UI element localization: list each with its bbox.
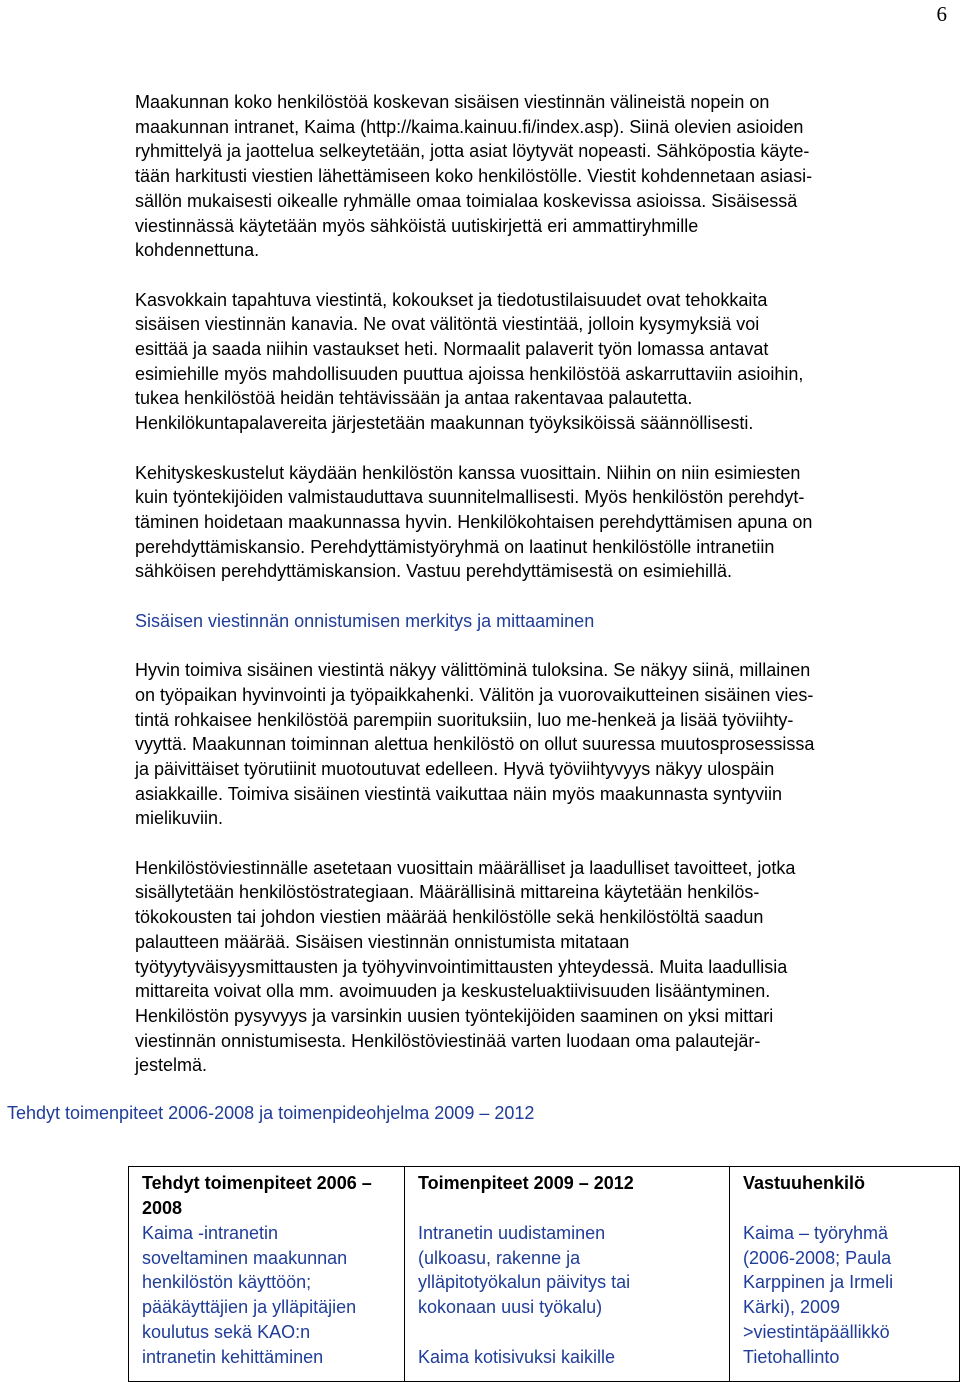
cell-line: Karppinen ja Irmeli xyxy=(743,1272,894,1293)
paragraph xyxy=(135,90,947,263)
paragraph-line: Maakunnan koko henkilöstöä koskevan sisäisen viestinnän välineistä nopein on xyxy=(135,92,770,112)
paragraph-line: täminen hoidetaan maakunnassa hyvin. Henkilökohtaisen perehdyttämisen apuna on xyxy=(135,511,813,532)
paragraph-line: työtyytyväisyysmittausten ja työhyvinvointimittausten yhteydessä. Muita laadullisia xyxy=(135,956,788,977)
paragraph-line: mittareita voivat olla mm. avoimuuden ja keskusteluaktiivisuuden lisääntyminen. xyxy=(135,981,771,1002)
header-responsible: Vastuuhenkilö xyxy=(730,1167,960,1222)
paragraph-line: tukea henkilöstöä heidän tehtävissään ja antaa rakentavaa palautetta. xyxy=(135,388,693,409)
paragraph-line: jestelmä. xyxy=(135,1055,208,1076)
paragraph-line: ja päivittäiset työrutiinit muotoutuvat edelleen. Hyvä työviihtyvyys näkyy ulospäin xyxy=(135,758,775,779)
paragraph-line: viestinnän onnistumisesta. Henkilöstöviestinää varten luodaan oma palautejär- xyxy=(135,1030,761,1051)
paragraph-line: ryhmittelyä ja jaottelua selkeytetään, jotta asiat löytyvät nopeasti. Sähköpostia käyte- xyxy=(135,141,810,162)
paragraph-group-2 xyxy=(135,658,947,1078)
paragraph-line: sisällytetään henkilöstöstrategiaan. Määrällisinä mittareina käytetään henkilös- xyxy=(135,882,760,903)
paragraph-line: sisäisen viestinnän kanavia. Ne ovat välitöntä viestintää, jolloin kysymyksiä voi xyxy=(135,314,760,335)
paragraph-line: esimiehille myös mahdollisuuden puuttua ajoissa henkilöstöä askarruttaviin asioihin, xyxy=(135,363,804,384)
measures-table xyxy=(128,1166,960,1382)
paragraph-line: Hyvin toimiva sisäinen viestintä näkyy välittöminä tuloksina. Se näkyy siinä, millainen xyxy=(135,660,811,681)
paragraph-line: Henkilökuntapalavereita järjestetään maakunnan työyksiköissä säännöllisesti. xyxy=(135,413,754,434)
paragraph-line: palautteen määrää. Sisäisen viestinnän onnistumista mitataan xyxy=(135,931,630,952)
cell-line: Tietohallinto xyxy=(743,1346,840,1367)
paragraph xyxy=(135,288,947,436)
paragraph-line: esittää ja saada niihin vastaukset heti. Normaalit palaverit työn lomassa antavat xyxy=(135,339,769,360)
cell-line: koulutus sekä KAO:n xyxy=(142,1321,311,1342)
table-header-row xyxy=(129,1167,960,1222)
paragraph-line: on työpaikan hyvinvointi ja työpaikkahenki. Välitön ja vuorovaikutteinen sisäinen vies- xyxy=(135,684,814,705)
cell-line: ylläpitotyökalun päivitys tai xyxy=(418,1272,631,1293)
paragraph-line: Henkilöstöviestinnälle asetetaan vuosittain määrälliset ja laadulliset tavoitteet, jotka xyxy=(135,857,796,878)
cell-line: henkilöstön käyttöön; xyxy=(142,1272,312,1293)
header-done-measures: Tehdyt toimenpiteet 2006 – 2008 xyxy=(129,1167,405,1222)
section-heading: Tehdyt toimenpiteet 2006-2008 ja toimenpideohjelma 2009 – 2012 xyxy=(7,1103,535,1123)
paragraph xyxy=(135,856,947,1078)
cell-line: Kärki), 2009 xyxy=(743,1297,841,1318)
subheading: Sisäisen viestinnän onnistumisen merkitys ja mittaaminen xyxy=(135,610,595,631)
header-planned-measures: Toimenpiteet 2009 – 2012 xyxy=(405,1167,730,1222)
cell-line: >viestintäpäällikkö xyxy=(743,1321,890,1342)
paragraph-line: maakunnan intranet, Kaima (http://kaima.kainuu.fi/index.asp). Siinä olevien asioiden xyxy=(135,116,804,137)
paragraph-line: sällön mukaisesti oikealle ryhmälle omaa toimialaa koskevissa asioissa. Sisäisessä xyxy=(135,190,798,211)
cell-line: Kaima -intranetin xyxy=(142,1223,279,1243)
page-number: 6 xyxy=(936,2,947,26)
table-row xyxy=(129,1221,960,1382)
paragraph-line: sähköisen perehdyttämiskansion. Vastuu perehdyttämisestä on esimiehillä. xyxy=(135,561,732,582)
planned-measures-lines xyxy=(418,1221,721,1320)
paragraph-line: perehdyttämiskansio. Perehdyttämistyöryhmä on laatinut henkilöstölle intranetiin xyxy=(135,536,775,557)
cell-line: kokonaan uusi työkalu) xyxy=(418,1297,603,1318)
paragraph-group-1 xyxy=(135,90,947,584)
paragraph-line: kuin työntekijöiden valmistauduttava suunnitelmallisesti. Myös henkilöstön perehdyt- xyxy=(135,487,805,508)
paragraph-line: Henkilöstön pysyvyys ja varsinkin uusien työntekijöiden saaminen on yksi mittari xyxy=(135,1005,774,1026)
cell-line: Intranetin uudistaminen xyxy=(418,1223,606,1243)
paragraph-line: tintä rohkaisee henkilöstöä parempiin suorituksiin, luo me-henkeä ja lisää työviihty- xyxy=(135,709,794,730)
cell-line: soveltaminen maakunnan xyxy=(142,1247,348,1268)
paragraph-line: tökokousten tai johdon viestien määrää henkilöstölle sekä henkilöstöltä saadun xyxy=(135,907,764,928)
cell-line: (ulkoasu, rakenne ja xyxy=(418,1247,581,1268)
paragraph-line: viestinnässä käytetään myös sähköistä uutiskirjettä eri ammattiryhmille xyxy=(135,215,699,236)
cell-line: Kaima – työryhmä xyxy=(743,1223,889,1243)
paragraph xyxy=(135,658,947,831)
planned-measure-extra: Kaima kotisivuksi kaikille xyxy=(418,1346,616,1367)
cell-line: intranetin kehittäminen xyxy=(142,1346,324,1367)
paragraph-line: Kasvokkain tapahtuva viestintä, kokoukset ja tiedotustilaisuudet ovat tehokkaita xyxy=(135,289,768,310)
cell-done-measures xyxy=(129,1221,405,1382)
paragraph-line: mielikuviin. xyxy=(135,808,224,829)
document-body xyxy=(135,90,947,1103)
paragraph xyxy=(135,461,947,585)
paragraph-line: kohdennettuna. xyxy=(135,240,260,261)
paragraph-line: vyyttä. Maakunnan toiminnan alettua henkilöstö on ollut suuressa muutosprosessissa xyxy=(135,734,815,755)
cell-line: (2006-2008; Paula xyxy=(743,1247,892,1268)
cell-responsible xyxy=(730,1221,960,1382)
paragraph-line: asiakkaille. Toimiva sisäinen viestintä vaikuttaa näin myös maakunnasta syntyviin xyxy=(135,783,782,804)
paragraph-line: tään harkitusti viestien lähettämiseen koko henkilöstölle. Viestit kohdennetaan asiasi- xyxy=(135,166,813,187)
cell-line: pääkäyttäjien ja ylläpitäjien xyxy=(142,1297,357,1318)
paragraph-line: Kehityskeskustelut käydään henkilöstön kanssa vuosittain. Niihin on niin esimiesten xyxy=(135,462,801,483)
cell-planned-measures xyxy=(405,1221,730,1382)
